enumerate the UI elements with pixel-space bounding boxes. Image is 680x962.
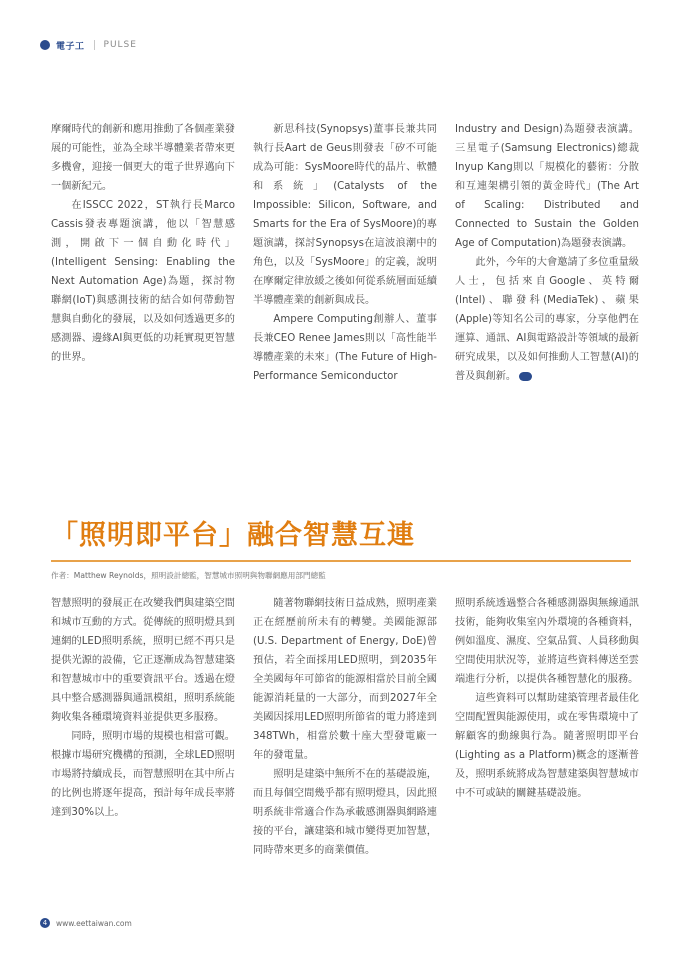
paragraph: 同時，照明市場的規模也相當可觀。根據市場研究機構的預測，全球LED照明市場將持續成長，而智慧照明在其中所占的比例也將逐年提高，預計每年成長率將達到30%以上。 bbox=[51, 731, 235, 818]
paragraph: 新思科技(Synopsys)董事長兼共同執行長Aart de Geus則發表「矽不可能成為可能：SysMoore時代的晶片、軟體和系統」(Catalysts of the Impossible: Silicon, Software, and Smarts for the Era of SysMoore)的專題演講，探討Synopsys在這波浪潮中的角色，以及「SysMoore」的定義，說明在摩爾定律放緩之後如何從系統層面延續半導體產業的創新與成長。 bbox=[253, 124, 437, 306]
paragraph: 智慧照明的發展正在改變我們與建築空間和城市互動的方式。從傳統的照明燈具到連網的LED照明系統，照明已經不再只是提供光源的設備，它正逐漸成為智慧建築和智慧城市中的重要資訊平台。透過在燈具中整合感測器與通訊模組，照明系統能夠收集各種環境資料並提供更多服務。 bbox=[51, 598, 235, 723]
bottom-column-1 bbox=[51, 594, 235, 924]
logo-icon bbox=[40, 40, 50, 50]
paragraph: Ampere Computing創辦人、董事長兼CEO Renee James則以「高性能半導體產業的未來」(The Future of High-Performance Semiconductor bbox=[253, 314, 437, 382]
byline: 作者：Matthew Reynolds，照明設計總監，智慧城市照明與物聯網應用部門總監 bbox=[51, 571, 326, 580]
paragraph: 照明系統透過整合各種感測器與無線通訊技術，能夠收集室內外環境的各種資料，例如溫度、濕度、空氣品質、人員移動與空間使用狀況等，並將這些資料傳送至雲端進行分析，以提供各種智慧化的服務。 bbox=[455, 598, 639, 685]
paragraph: 摩爾時代的創新和應用推動了各個產業發展的可能性，並為全球半導體業者帶來更多機會，迎接一個更大的電子世界邁向下一個新紀元。 bbox=[51, 124, 235, 192]
page-number: 4 bbox=[40, 918, 50, 928]
title-divider bbox=[51, 560, 631, 562]
bottom-column-2 bbox=[253, 594, 437, 924]
top-column-1 bbox=[51, 120, 235, 470]
paragraph: 在ISSCC 2022，ST執行長Marco Cassis發表專題演講，他以「智慧感測，開啟下一個自動化時代」(Intelligent Sensing: Enabling the Next Automation Age)為題，探討物聯網(IoT)與感測技術的結合如何帶動智慧與自動化的發展，以及如何透過更多的感測器、邊緣AI與更低的功耗實現更智慧的世界。 bbox=[51, 200, 235, 363]
page-header bbox=[40, 38, 137, 52]
top-column-3 bbox=[455, 120, 639, 470]
paragraph: Industry and Design)為題發表演講。三星電子(Samsung Electronics)總裁Inyup Kang則以「規模化的藝術：分散和互連架構引領的黃金時代」(The Art of Scaling: Distributed and Connected to Sustain the Golden Age of Computation)為題發表演講。 bbox=[455, 124, 639, 249]
bottom-column-3 bbox=[455, 594, 639, 924]
magazine-logo: 電子工 bbox=[56, 41, 85, 52]
top-article bbox=[51, 120, 639, 470]
section-name: PULSE bbox=[103, 40, 137, 50]
header-divider bbox=[94, 40, 95, 50]
article-title: 「照明即平台」融合智慧互連 bbox=[51, 520, 415, 551]
paragraph: 這些資料可以幫助建築管理者最佳化空間配置與能源使用，或在零售環境中了解顧客的動線與行為。隨著照明即平台(Lighting as a Platform)概念的逐漸普及，照明系統將成為智慧建築與智慧城市中不可或缺的關鍵基礎設施。 bbox=[455, 693, 639, 799]
paragraph: 照明是建築中無所不在的基礎設施，而且每個空間幾乎都有照明燈具，因此照明系統非常適合作為承載感測器與網路連接的平台，讓建築和城市變得更加智慧，同時帶來更多的商業價值。 bbox=[253, 769, 437, 856]
website-url[interactable]: www.eettaiwan.com bbox=[56, 918, 132, 928]
paragraph: 隨著物聯網技術日益成熟，照明產業正在經歷前所未有的轉變。美國能源部(U.S. Department of Energy, DoE)曾預估，若全面採用LED照明，到2035年全美國每年可節省的能源相當於目前全國能源消耗量的一大部分，而到2027年全美國因採用LED照明所節省的電力將達到348TWh，相當於數十座大型發電廠一年的發電量。 bbox=[253, 598, 437, 761]
bottom-article bbox=[51, 594, 639, 924]
top-column-2 bbox=[253, 120, 437, 470]
paragraph bbox=[455, 253, 639, 386]
paragraph-text: 此外，今年的大會邀請了多位重量級人士，包括來自Google、英特爾(Intel)、聯發科(MediaTek)、蘋果(Apple)等知名公司的專家，分享他們在運算、通訊、AI與電路設計等領域的最新研究成果，以及如何推動人工智慧(AI)的普及與創新。 bbox=[455, 257, 639, 382]
end-mark-icon bbox=[519, 372, 532, 381]
page-footer bbox=[40, 918, 132, 928]
